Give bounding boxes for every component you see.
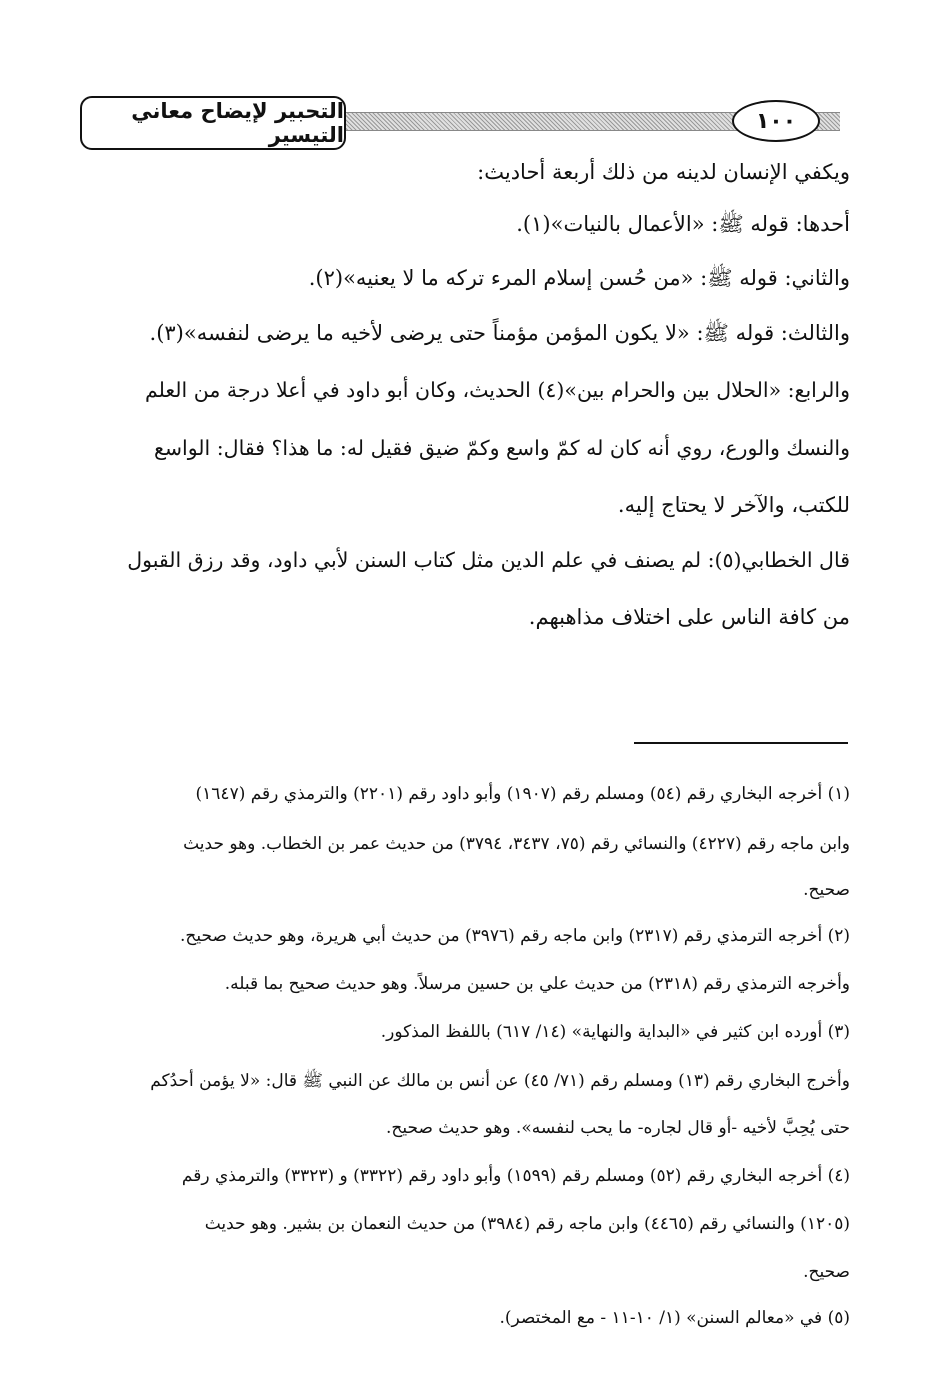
footnote-line: (٥) في «معالم السنن» (١/ ١٠-١١ - مع المختصر).: [499, 1308, 850, 1328]
footnote-line: (٤) أخرجه البخاري رقم (٥٢) ومسلم رقم (١٥٩٩) وأبو داود رقم (٣٣٢٢) و (٣٣٢٣) والترمذي رقم: [181, 1166, 850, 1186]
text-line: والنسك والورع، روي أنه كان له كمّ واسع وكمّ ضيق فقيل له: ما هذا؟ فقال: الواسع: [153, 436, 850, 460]
footnote-line: وابن ماجه رقم (٤٢٢٧) والنسائي رقم (٧٥، ٣٤٣٧، ٣٧٩٤) من حديث عمر بن الخطاب. وهو حديث: [183, 834, 850, 854]
text-line: والثالث: قوله ﷺ: «لا يكون المؤمن مؤمناً حتى يرضى لأخيه ما يرضى لنفسه»(٣).: [149, 321, 850, 345]
footnote-line: صحيح.: [803, 880, 850, 900]
text-line: ويكفي الإنسان لدينه من ذلك أربعة أحاديث:: [477, 160, 850, 184]
footnote-line: وأخرج البخاري رقم (١٣) ومسلم رقم (٧١/ ٤٥) عن أنس بن مالك عن النبي ﷺ قال: «لا يؤمن أحدُكم: [150, 1071, 850, 1091]
text-line: للكتب، والآخر لا يحتاج إليه.: [617, 493, 850, 517]
text-line: أحدها: قوله ﷺ: «الأعمال بالنيات»(١).: [516, 212, 850, 236]
footnote-line: (١) أخرجه البخاري رقم (٥٤) ومسلم رقم (١٩٠٧) وأبو داود رقم (٢٢٠١) والترمذي رقم (١٦٤٧): [195, 784, 850, 804]
footnote-separator: [634, 742, 848, 744]
footnote-line: (٣) أورده ابن كثير في «البداية والنهاية» (١٤/ ٦١٧) باللفظ المذكور.: [380, 1022, 850, 1042]
text-line: قال الخطابي(٥): لم يصنف في علم الدين مثل كتاب السنن لأبي داود، وقد رزق القبول: [127, 548, 850, 572]
text-line: والثاني: قوله ﷺ: «من حُسن إسلام المرء تركه ما لا يعنيه»(٢).: [308, 266, 850, 290]
footnote-line: حتى يُحِبَّ لأخيه -أو قال لجاره- ما يحب لنفسه». وهو حديث صحيح.: [385, 1118, 850, 1138]
footnote-line: وأخرجه الترمذي رقم (٢٣١٨) من حديث علي بن حسين مرسلاً. وهو حديث صحيح بما قبله.: [224, 974, 850, 994]
page-header: [80, 94, 860, 150]
footnote-line: صحيح.: [803, 1262, 850, 1282]
text-line: والرابع: «الحلال بين والحرام بين»(٤) الحديث، وكان أبو داود في أعلا درجة من العلم: [144, 378, 850, 402]
footnote-line: (٢) أخرجه الترمذي رقم (٢٣١٧) وابن ماجه رقم (٣٩٧٦) من حديث أبي هريرة، وهو حديث صحيح.: [180, 926, 850, 946]
page-number: ١٠٠: [732, 100, 820, 142]
book-title: التحبير لإيضاح معاني التيسير: [80, 96, 346, 150]
footnote-line: (١٢٠٥) والنسائي رقم (٤٤٦٥) وابن ماجه رقم (٣٩٨٤) من حديث النعمان بن بشير. وهو حديث: [204, 1214, 850, 1234]
text-line: من كافة الناس على اختلاف مذاهبهم.: [528, 605, 850, 629]
